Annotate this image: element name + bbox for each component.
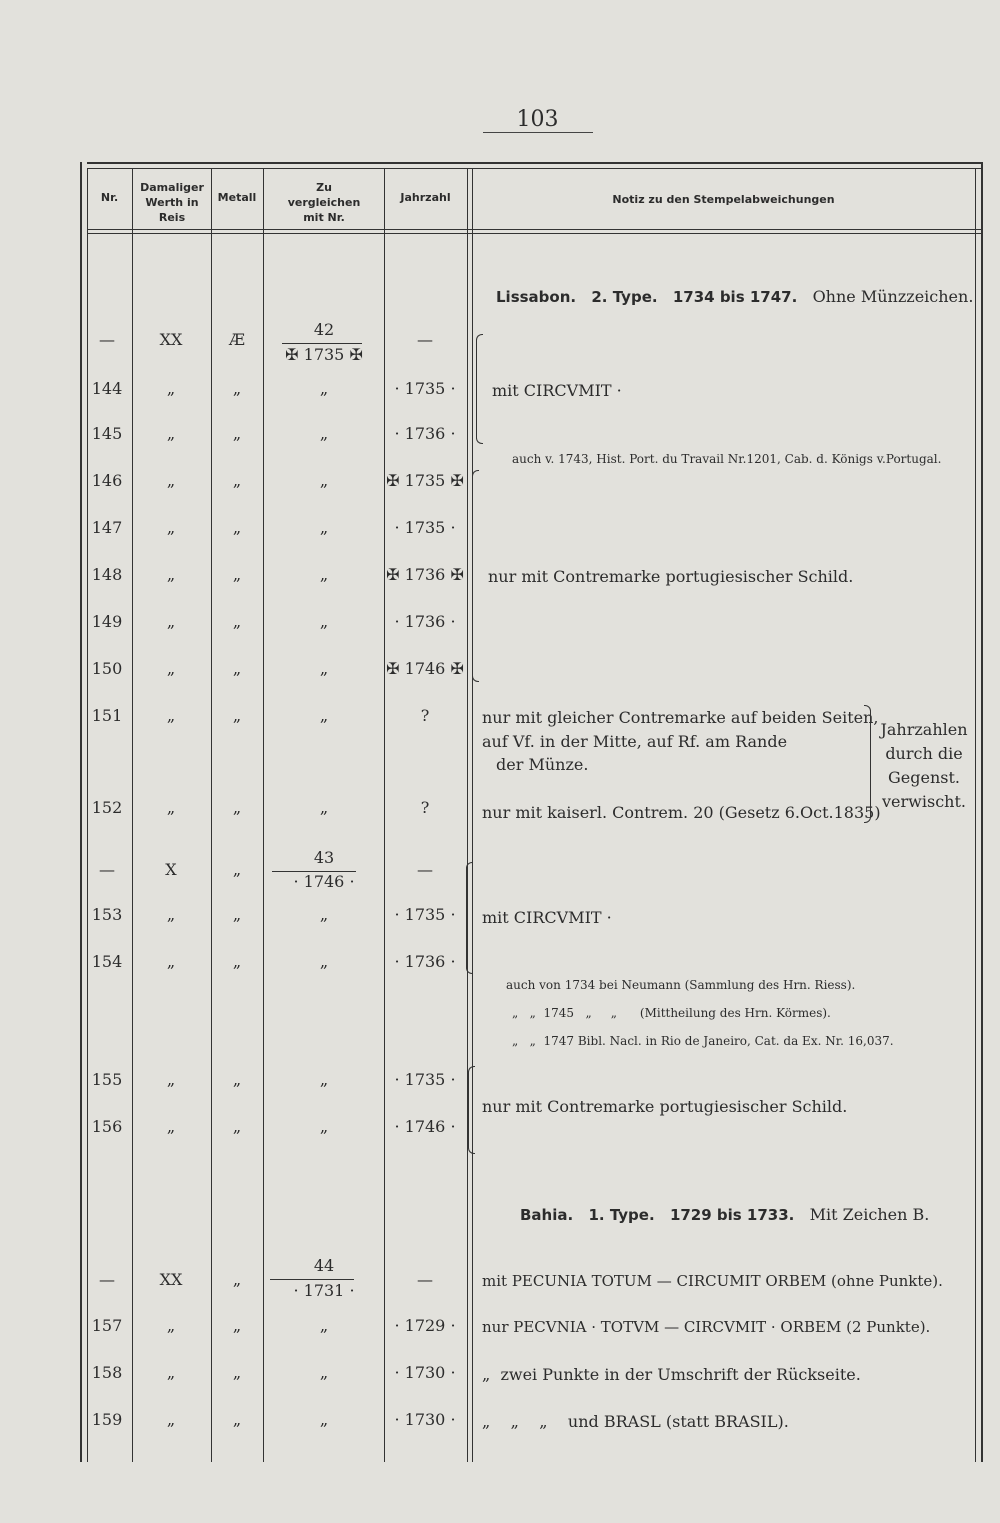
cell-jahr: · 1736 · [394, 424, 456, 443]
cell-wert: „ [166, 1117, 176, 1136]
cell-cmp: „ [319, 706, 329, 725]
cell-metall: „ [232, 952, 242, 971]
cell-cmp: „ [319, 1117, 329, 1136]
cell-jahr: · 1735 · [394, 379, 456, 398]
cell-wert: X [165, 860, 177, 879]
cell-cmp-top: 44 [313, 1256, 335, 1275]
section-heading-lissabon [496, 287, 973, 306]
cell-cmp: „ [319, 1316, 329, 1335]
cell-cmp-top: 42 [313, 320, 335, 339]
cell-wert: „ [166, 798, 176, 817]
note-side-4: verwischt. [882, 792, 966, 811]
cell-nr: — [99, 330, 115, 349]
cell-jahr: · 1729 · [394, 1316, 456, 1335]
cell-metall: „ [232, 612, 242, 631]
brace [864, 705, 871, 823]
note-auch-1: auch von 1734 bei Neumann (Sammlung des Hrn. Riess). [506, 978, 856, 992]
cell-cmp: „ [319, 1363, 329, 1382]
header-vergleich: Zu vergleichen mit Nr. [287, 181, 361, 224]
cell-wert: „ [166, 471, 176, 490]
cell-nr: 148 [91, 565, 123, 584]
cell-nr: 151 [91, 706, 123, 725]
brace [476, 334, 483, 444]
cell-cmp: „ [319, 905, 329, 924]
heading-mark: Mit Zeichen B. [809, 1205, 930, 1224]
cell-metall: „ [232, 860, 242, 879]
brace [472, 470, 479, 682]
cell-nr: 159 [91, 1410, 123, 1429]
note-pecunia-0: mit PECUNIA TOTUM — CIRCUMIT ORBEM (ohne Punkte). [482, 1272, 943, 1290]
cell-wert: „ [166, 905, 176, 924]
cell-cmp: „ [319, 471, 329, 490]
cell-metall: „ [232, 1410, 242, 1429]
cell-jahr: · 1746 · [394, 1117, 456, 1136]
cell-cmp: „ [319, 424, 329, 443]
cell-metall: „ [232, 1117, 242, 1136]
cell-cmp: „ [319, 379, 329, 398]
cell-jahr: ✠ 1735 ✠ [386, 471, 464, 490]
cell-wert: „ [166, 518, 176, 537]
cell-nr: 152 [91, 798, 123, 817]
cell-jahr: — [417, 330, 433, 349]
note-side-2: durch die [885, 744, 963, 763]
heading-type: 2. Type. [591, 288, 658, 306]
note-auch: auch v. 1743, Hist. Port. du Travail Nr.1201, Cab. d. Königs v.Portugal. [512, 452, 942, 466]
note-contremarke: nur mit Contremarke portugiesischer Schild. [488, 567, 854, 586]
note-auch-3: „ „ 1747 Bibl. Nacl. in Rio de Janeiro, Cat. da Ex. Nr. 16,037. [512, 1034, 894, 1048]
cell-wert: XX [159, 330, 183, 349]
note-gleiche-1: nur mit gleicher Contremarke auf beiden Seiten, [482, 708, 879, 727]
cell-wert: „ [166, 1070, 176, 1089]
cell-nr: 147 [91, 518, 123, 537]
cell-wert: „ [166, 424, 176, 443]
note-contremarke: nur mit Contremarke portugiesischer Schild. [482, 1097, 848, 1116]
cell-cmp: „ [319, 1410, 329, 1429]
heading-type: 1. Type. [588, 1206, 655, 1224]
heading-mark: Ohne Münzzeichen. [812, 287, 974, 306]
cell-wert: „ [166, 379, 176, 398]
cell-cmp: „ [319, 659, 329, 678]
cell-jahr: · 1735 · [394, 518, 456, 537]
cell-metall: „ [232, 905, 242, 924]
cell-nr: 146 [91, 471, 123, 490]
cell-metall: „ [232, 659, 242, 678]
cell-nr: 156 [91, 1117, 123, 1136]
note-pecunia-1: nur PECVNIA · TOTVM — CIRCVMIT · ORBEM (2 Punkte). [482, 1318, 931, 1336]
cell-metall: „ [232, 518, 242, 537]
cell-jahr: · 1730 · [394, 1410, 456, 1429]
cell-wert: XX [159, 1270, 183, 1289]
heading-place: Bahia. [520, 1206, 574, 1224]
cell-jahr: ✠ 1746 ✠ [386, 659, 464, 678]
header-nr: Nr. [100, 191, 119, 204]
cell-metall: „ [232, 424, 242, 443]
cell-nr: — [99, 860, 115, 879]
cell-cmp-bottom: · 1746 · [293, 872, 355, 891]
cell-metall: „ [232, 565, 242, 584]
cell-nr: 158 [91, 1363, 123, 1382]
heading-place: Lissabon. [496, 288, 577, 306]
cell-jahr: · 1735 · [394, 1070, 456, 1089]
cell-metall: „ [232, 1316, 242, 1335]
note-gleiche-3: der Münze. [496, 755, 589, 774]
cell-cmp-top: 43 [313, 848, 335, 867]
cell-metall: Æ [228, 330, 245, 349]
cell-metall: „ [232, 471, 242, 490]
note-auch-2: „ „ 1745 „ „ (Mittheilung des Hrn. Körmes). [512, 1006, 831, 1020]
section-heading-bahia [520, 1205, 929, 1224]
fraction-line [270, 1279, 354, 1280]
note-circumit: mit CIRCVMIT · [492, 381, 622, 400]
cell-cmp: „ [319, 518, 329, 537]
cell-wert: „ [166, 659, 176, 678]
cell-nr: 153 [91, 905, 123, 924]
note-gleiche-2: auf Vf. in der Mitte, auf Rf. am Rande [482, 732, 788, 751]
header-notiz: Notiz zu den Stempelabweichungen [612, 193, 835, 206]
note-circumit: mit CIRCVMIT · [482, 908, 612, 927]
page-number: 103 [516, 107, 559, 132]
cell-jahr: · 1736 · [394, 952, 456, 971]
cell-metall: „ [232, 1363, 242, 1382]
cell-jahr: · 1736 · [394, 612, 456, 631]
heading-years: 1729 bis 1733. [669, 1206, 795, 1224]
cell-nr: 154 [91, 952, 123, 971]
cell-wert: „ [166, 1410, 176, 1429]
cell-jahr: ? [420, 706, 430, 725]
header-wert: Damaliger Werth in Reis [140, 181, 204, 224]
header-metall: Metall [217, 191, 257, 204]
note-side-3: Gegenst. [888, 768, 960, 787]
cell-wert: „ [166, 1316, 176, 1335]
cell-cmp-bottom: · 1731 · [293, 1281, 355, 1300]
cell-metall: „ [232, 706, 242, 725]
cell-jahr: — [417, 1270, 433, 1289]
cell-cmp: „ [319, 612, 329, 631]
cell-wert: „ [166, 706, 176, 725]
brace [468, 1066, 475, 1154]
cell-nr: 155 [91, 1070, 123, 1089]
cell-cmp: „ [319, 565, 329, 584]
cell-nr: 157 [91, 1316, 123, 1335]
heading-years: 1734 bis 1747. [672, 288, 798, 306]
cell-metall: „ [232, 1070, 242, 1089]
cell-wert: „ [166, 612, 176, 631]
fraction-line [282, 343, 362, 344]
cell-jahr: — [417, 860, 433, 879]
cell-metall: „ [232, 798, 242, 817]
note-pecunia-3: „ „ „ und BRASL (statt BRASIL). [482, 1412, 789, 1431]
cell-metall: „ [232, 379, 242, 398]
cell-cmp: „ [319, 1070, 329, 1089]
cell-jahr: · 1735 · [394, 905, 456, 924]
header-jahrzahl: Jahrzahl [400, 191, 451, 204]
note-side-1: Jahrzahlen [880, 720, 968, 739]
cell-nr: 150 [91, 659, 123, 678]
cell-nr: 145 [91, 424, 123, 443]
brace [466, 862, 473, 974]
cell-wert: „ [166, 1363, 176, 1382]
cell-nr: 149 [91, 612, 123, 631]
cell-cmp: „ [319, 798, 329, 817]
cell-cmp: „ [319, 952, 329, 971]
cell-nr: 144 [91, 379, 123, 398]
cell-jahr: ✠ 1736 ✠ [386, 565, 464, 584]
cell-nr: — [99, 1270, 115, 1289]
cell-wert: „ [166, 565, 176, 584]
page-number-rule [483, 132, 593, 133]
cell-wert: „ [166, 952, 176, 971]
cell-jahr: ? [420, 798, 430, 817]
note-kaiserl: nur mit kaiserl. Contrem. 20 (Gesetz 6.Oct.1835) [482, 803, 881, 822]
cell-cmp-bottom: ✠ 1735 ✠ [285, 345, 363, 364]
cell-metall: „ [232, 1270, 242, 1289]
cell-jahr: · 1730 · [394, 1363, 456, 1382]
note-pecunia-2: „ zwei Punkte in der Umschrift der Rückseite. [482, 1365, 861, 1384]
